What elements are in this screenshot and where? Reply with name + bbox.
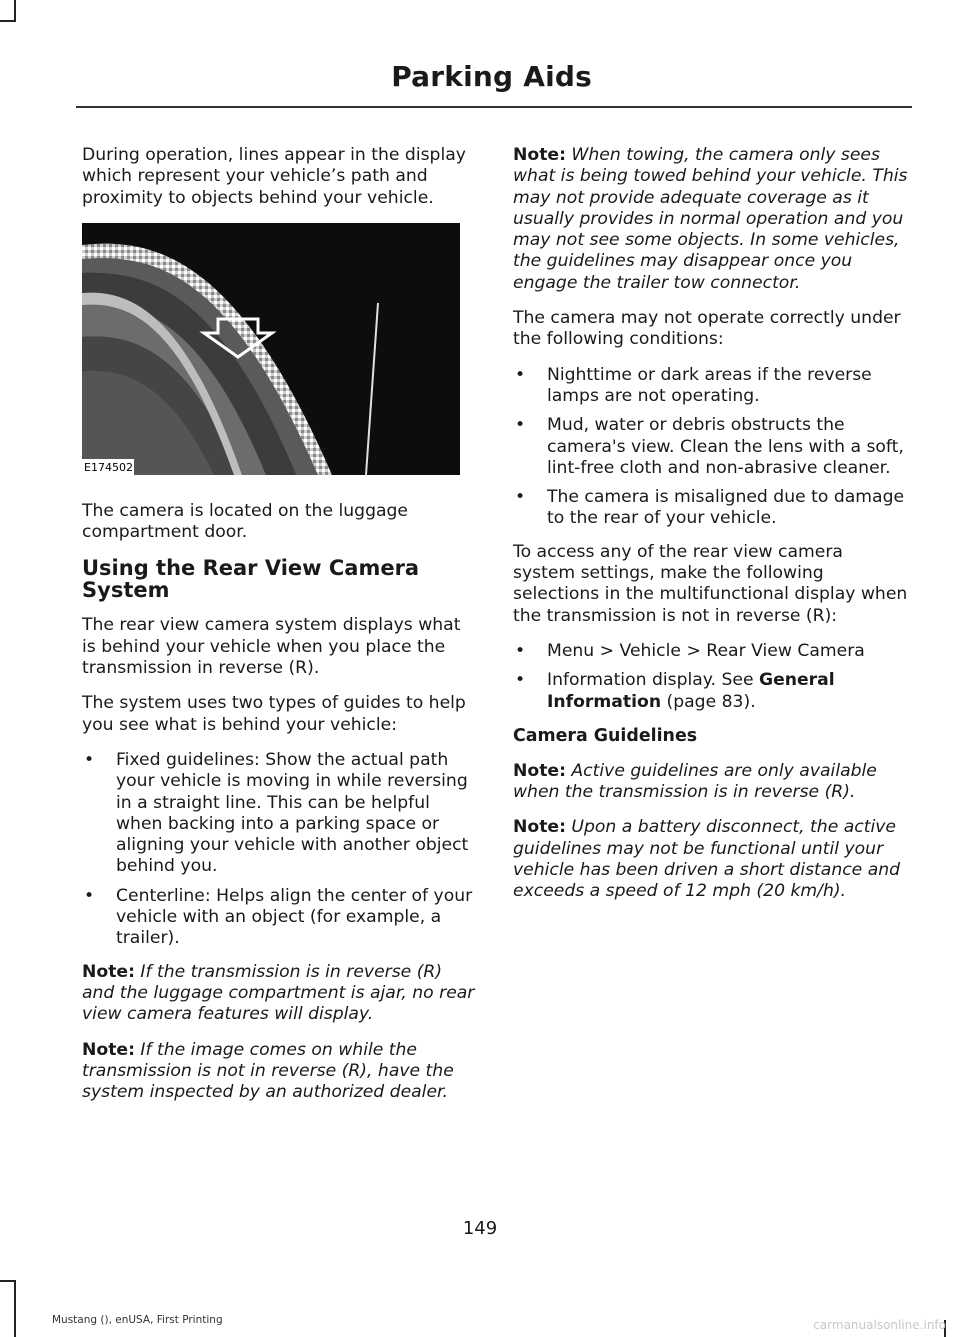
note-text: Upon a battery disconnect, the active guidelines may not be functional until your vehicle has been driven a short distance and exceeds a speed of 12 mph (20 km/h). — [513, 817, 901, 902]
note — [82, 962, 478, 1026]
conditions-list — [513, 365, 908, 530]
info-text: Information display. See — [547, 670, 759, 691]
note-text: When towing, the camera only sees what is being towed behind your vehicle. This may not provide adequate coverage as it usually provides in normal operation and you may not see some objects. In some vehicles, the guidelines may disappear once you engage the trailer tow connector. — [513, 145, 908, 293]
header-divider — [76, 106, 912, 108]
paragraph: To access any of the rear view camera system settings, make the following selections in the multifunctional display when the transmission is not in reverse (R): — [513, 541, 908, 626]
section-heading: Using the Rear View Camera System — [82, 556, 420, 603]
note — [513, 817, 908, 902]
page-ref: (page 83). — [661, 691, 756, 712]
paragraph: The camera is located on the luggage compartment door. — [82, 500, 408, 543]
note-label: Note: — [513, 145, 566, 165]
subsection-heading: Camera Guidelines — [513, 725, 698, 746]
left-column — [82, 145, 478, 1117]
list-item: • Centerline: Helps align the center of your vehicle with an object (for example, a trailer). — [82, 886, 478, 950]
crop-mark — [14, 0, 16, 22]
settings-list — [513, 641, 908, 713]
rear-camera-display-image — [82, 223, 460, 475]
note-label: Note: — [513, 760, 566, 781]
watermark: carmanualsonline.info — [813, 1318, 946, 1332]
note-label: Note: — [513, 817, 566, 838]
cross-reference-link[interactable]: General Information — [547, 670, 835, 712]
image-code: E174502 — [84, 460, 133, 474]
note — [513, 145, 908, 294]
paragraph: The camera may not operate correctly under the following conditions: — [513, 308, 901, 350]
guide-types-list — [82, 750, 478, 950]
footer-text: Mustang (), enUSA, First Printing — [52, 1314, 223, 1326]
list-item: • Mud, water or debris obstructs the camera's view. Clean the lens with a soft, lint-free cloth and non-abrasive cleaner. — [513, 415, 908, 479]
crop-mark — [14, 1280, 16, 1337]
list-item: • Nighttime or dark areas if the reverse lamps are not operating. — [513, 365, 908, 408]
page-number: 149 — [462, 1218, 498, 1239]
note-text: Active guidelines are only available when the transmission is in reverse (R). — [513, 760, 877, 803]
list-item — [513, 670, 908, 713]
note — [513, 761, 908, 804]
paragraph: The rear view camera system displays what is behind your vehicle when you place the transmission in reverse (R). — [82, 615, 461, 679]
list-item: • Fixed guidelines: Show the actual path your vehicle is moving in while reversing in a straight line. This can be helpful when backing into a parking space or aligning your vehicle with another object behind you. — [82, 750, 478, 878]
crop-mark — [0, 20, 16, 22]
page-title: Parking Aids — [391, 60, 592, 93]
note — [82, 1040, 478, 1104]
note-text: If the transmission is in reverse (R) and the luggage compartment is ajar, no rear view camera features will display. — [82, 961, 475, 1025]
paragraph: The system uses two types of guides to help you see what is behind your vehicle: — [82, 693, 466, 735]
crop-mark — [0, 1280, 16, 1282]
note-text: If the image comes on while the transmission is not in reverse (R), have the system inspected by an authorized dealer. — [82, 1039, 454, 1103]
list-item: • The camera is misaligned due to damage to the rear of your vehicle. — [513, 487, 908, 530]
right-column — [513, 145, 908, 917]
note-label: Note: — [82, 1039, 135, 1060]
list-item: • Menu > Vehicle > Rear View Camera — [513, 641, 908, 662]
note-label: Note: — [82, 961, 135, 982]
paragraph: During operation, lines appear in the display which represent your vehicle’s path and proximity to objects behind your vehicle. — [82, 145, 466, 208]
